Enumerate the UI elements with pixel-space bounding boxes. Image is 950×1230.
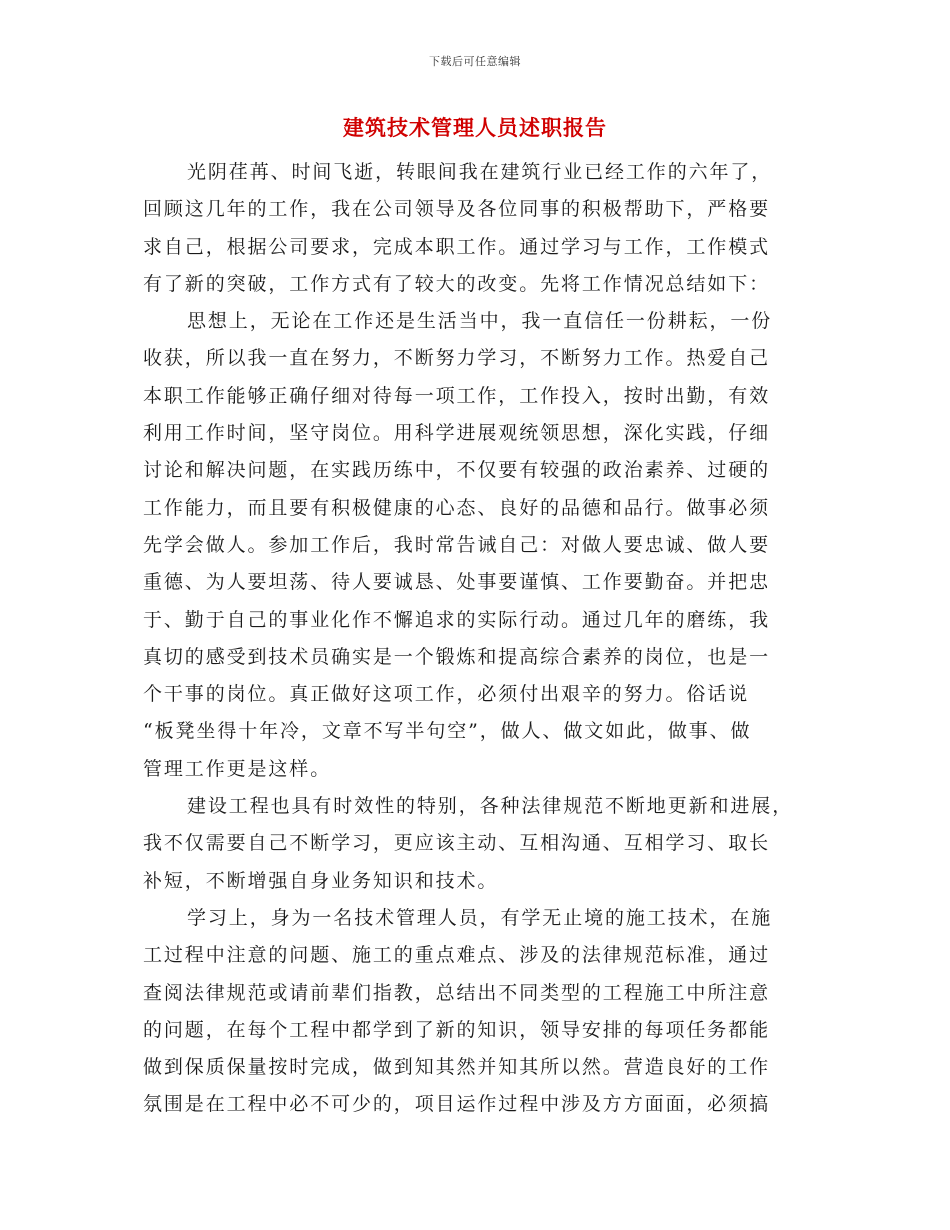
document-title: 建筑技术管理人员述职报告	[343, 115, 607, 140]
paragraph-line: 讨论和解决问题，在实践历练中，不仅要有较强的政治素养、过硬的	[143, 459, 771, 482]
paragraph-line: 的问题，在每个工程中都学到了新的知识，领导安排的每项任务都能	[143, 1018, 771, 1041]
paragraph-line: 氛围是在工程中必不可少的，项目运作过程中涉及方方面面，必须搞	[143, 1093, 771, 1116]
paragraph-line: 管理工作更是这样。	[143, 757, 332, 780]
paragraph-line: 真切的感受到技术员确实是一个锻炼和提高综合素养的岗位，也是一	[143, 645, 771, 668]
paragraph-line: 工作能力，而且要有积极健康的心态、良好的品德和品行。做事必须	[143, 496, 771, 519]
paragraph	[143, 303, 807, 788]
paragraph-line: 本职工作能够正确仔细对待每一项工作，工作投入，按时出勤，有效	[143, 384, 771, 407]
paragraph-line: 收获，所以我一直在努力，不断努力学习，不断努力工作。热爱自己	[143, 347, 771, 370]
paragraph	[143, 154, 807, 303]
paragraph-first-line: 思想上，无论在工作还是生活当中，我一直信任一份耕耘，一份	[187, 310, 773, 333]
paragraph	[143, 788, 807, 900]
paragraph-line: 回顾这几年的工作，我在公司领导及各位同事的积极帮助下，严格要	[143, 198, 771, 221]
document-body	[143, 154, 807, 1124]
paragraph-line: 工过程中注意的问题、施工的重点难点、涉及的法律规范标准，通过	[143, 944, 771, 967]
paragraph-line: 先学会做人。参加工作后，我时常告诫自己：对做人要忠诚、做人要	[143, 533, 771, 556]
paragraph-line: 查阅法律规范或请前辈们指教，总结出不同类型的工程施工中所注意	[143, 981, 771, 1004]
paragraph-line: 求自己，根据公司要求，完成本职工作。通过学习与工作，工作模式	[143, 235, 771, 258]
paragraph-first-line: 学习上，身为一名技术管理人员，有学无止境的施工技术，在施	[187, 906, 773, 929]
paragraph-line: 于、勤于自己的事业化作不懈追求的实际行动。通过几年的磨练，我	[143, 608, 771, 631]
paragraph-line: 补短，不断增强自身业务知识和技术。	[143, 869, 499, 892]
paragraph	[143, 900, 807, 1124]
paragraph-line: 我不仅需要自己不断学习，更应该主动、互相沟通、互相学习、取长	[143, 832, 771, 855]
paragraph-line: 做到保质保量按时完成，做到知其然并知其所以然。营造良好的工作	[143, 1056, 771, 1079]
paragraph-first-line: 光阴荏苒、时间飞逝，转眼间我在建筑行业已经工作的六年了，	[187, 161, 773, 183]
paragraph-line: “板凳坐得十年冷，文章不写半句空”，做人、做文如此，做事、做	[143, 720, 752, 743]
paragraph-first-line: 建设工程也具有时效性的特别，各种法律规范不断地更新和进展，	[187, 795, 794, 818]
paragraph-line: 有了新的突破，工作方式有了较大的改变。先将工作情况总结如下：	[143, 272, 771, 295]
paragraph-line: 个干事的岗位。真正做好这项工作，必须付出艰辛的努力。俗话说	[143, 683, 750, 706]
paragraph-line: 利用工作时间，坚守岗位。用科学进展观统领思想，深化实践，仔细	[143, 422, 771, 445]
paragraph-line: 重德、为人要坦荡、待人要诚恳、处事要谨慎、工作要勤奋。并把忠	[143, 571, 771, 594]
page-header-note: 下载后可任意编辑	[429, 55, 521, 68]
